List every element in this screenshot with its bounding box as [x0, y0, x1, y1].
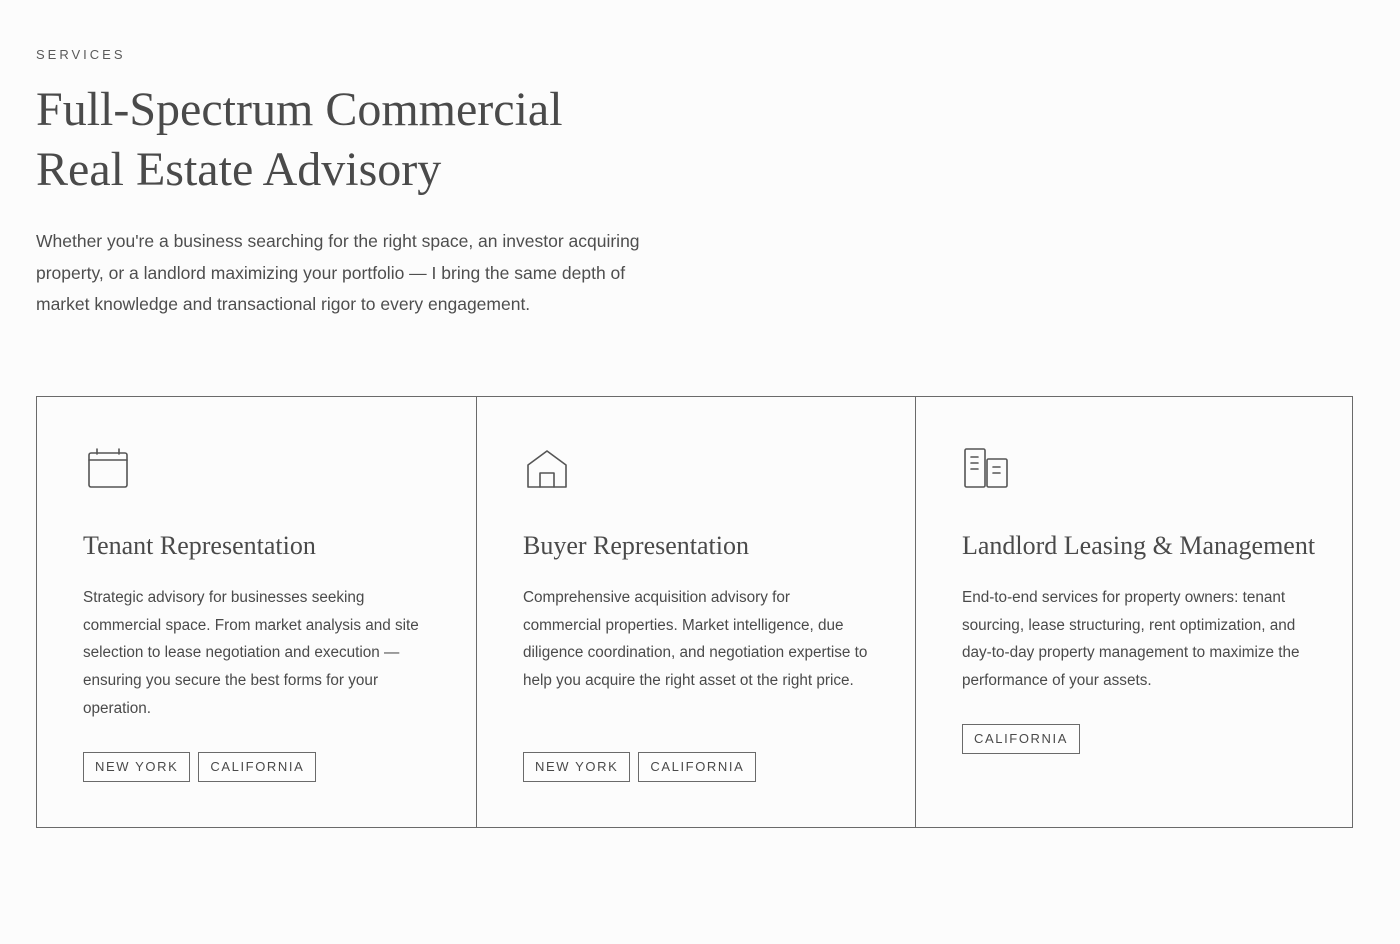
house-icon	[523, 445, 571, 493]
card-description: Comprehensive acquisition advisory for commercial properties. Market intelligence, due diligence coordination, and negotiation expertise to help you acquire the right asset ot the right price.	[523, 589, 868, 690]
section-eyebrow: SERVICES	[36, 47, 126, 62]
card-title: Tenant Representation	[83, 531, 316, 560]
card-description: Strategic advisory for businesses seeking commercial space. From market analysis and site selection to lease negotiation and execution — ensuring you secure the best forms for your operation.	[83, 589, 419, 717]
tag-california: CALIFORNIA	[198, 752, 316, 782]
card-description: End-to-end services for property owners: tenant sourcing, lease structuring, rent optimization, and day-to-day property management to maximize the performance of your assets.	[962, 589, 1300, 690]
tag-california: CALIFORNIA	[638, 752, 756, 782]
service-card-landlord-leasing	[915, 397, 1352, 827]
section-intro: Whether you're a business searching for the right space, an investor acquiring property, or a landlord maximizing your portfolio — I bring the same depth of market knowledge and transactional rigor to every engagement.	[36, 231, 640, 314]
services-grid	[36, 396, 1353, 828]
tag-new-york: NEW YORK	[83, 752, 190, 782]
buildings-icon	[962, 445, 1010, 493]
card-tags	[83, 752, 316, 782]
card-title: Landlord Leasing & Management	[962, 531, 1316, 560]
card-title: Buyer Representation	[523, 531, 749, 560]
service-card-tenant-representation	[37, 397, 476, 827]
tag-new-york: NEW YORK	[523, 752, 630, 782]
tag-california: CALIFORNIA	[962, 724, 1080, 754]
card-tags	[962, 724, 1080, 754]
card-tags	[523, 752, 756, 782]
service-card-buyer-representation	[476, 397, 915, 827]
section-title	[36, 80, 656, 200]
section-title-line-2: Real Estate Advisory	[36, 143, 442, 196]
section-title-line-1: Full-Spectrum Commercial	[36, 83, 563, 136]
calendar-icon	[83, 445, 131, 493]
